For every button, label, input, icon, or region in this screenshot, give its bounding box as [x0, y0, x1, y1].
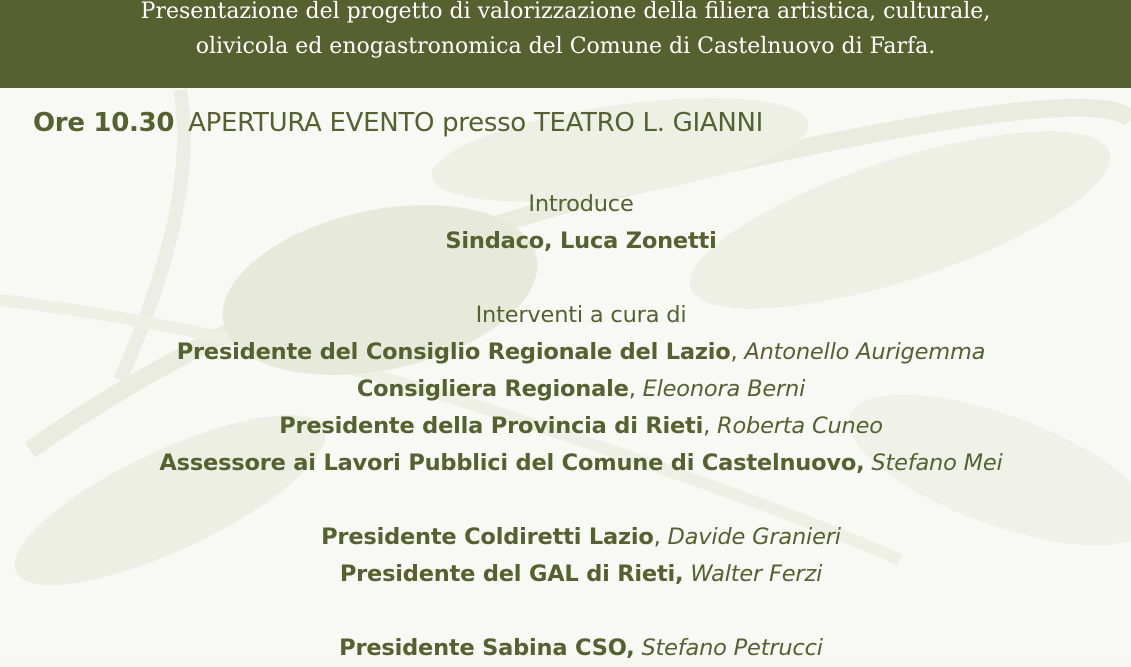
- speaker-role: Presidente Coldiretti Lazio: [321, 524, 654, 550]
- intro-label: Introduce: [528, 191, 634, 217]
- opening-time: Ore 10.30: [33, 108, 175, 138]
- speaker-role: Presidente del Consiglio Regionale del Lazio: [176, 339, 731, 365]
- speaker-name: Stefano Petrucci: [641, 635, 823, 661]
- banner-line-2: olivicola ed enogastronomica del Comune di Castelnuovo di Farfa.: [195, 34, 936, 59]
- speaker-separator: ,: [703, 413, 718, 439]
- speaker-separator: ,: [653, 524, 668, 550]
- speaker-row: [0, 556, 1131, 593]
- speaker-separator: ,: [730, 339, 745, 365]
- opening-text: APERTURA EVENTO presso TEATRO L. GIANNI: [188, 108, 764, 138]
- speaker-row: [0, 445, 1131, 482]
- speaker-row: [0, 334, 1131, 371]
- speaker-role: Presidente della Provincia di Rieti: [279, 413, 704, 439]
- speaker-name: Eleonora Berni: [642, 376, 806, 402]
- program-content: [0, 186, 1131, 667]
- speaker-row: [0, 408, 1131, 445]
- speaker-role: Assessore ai Lavori Pubblici del Comune di Castelnuovo,: [159, 450, 865, 476]
- speaker-name: Walter Ferzi: [690, 561, 823, 587]
- intro-speaker: [0, 223, 1131, 260]
- header-banner: [0, 0, 1131, 88]
- speaker-name: Stefano Mei: [871, 450, 1003, 476]
- intro-speaker-text: Sindaco, Luca Zonetti: [445, 228, 717, 254]
- speaker-role: Presidente Sabina CSO,: [339, 635, 635, 661]
- speaker-name: Roberta Cuneo: [717, 413, 883, 439]
- opening-line: [33, 108, 763, 138]
- speaker-row: [0, 630, 1131, 667]
- interventi-label: Interventi a cura di: [475, 302, 687, 328]
- speaker-role: Consigliera Regionale: [356, 376, 629, 402]
- banner-line-1: Presentazione del progetto di valorizzazione della filiera artistica, culturale,: [140, 0, 991, 24]
- speaker-name: Antonello Aurigemma: [744, 339, 986, 365]
- speaker-row: [0, 519, 1131, 556]
- speaker-role: Presidente del GAL di Rieti,: [339, 561, 684, 587]
- speaker-row: [0, 371, 1131, 408]
- speaker-separator: ,: [628, 376, 643, 402]
- speaker-name: Davide Granieri: [667, 524, 841, 550]
